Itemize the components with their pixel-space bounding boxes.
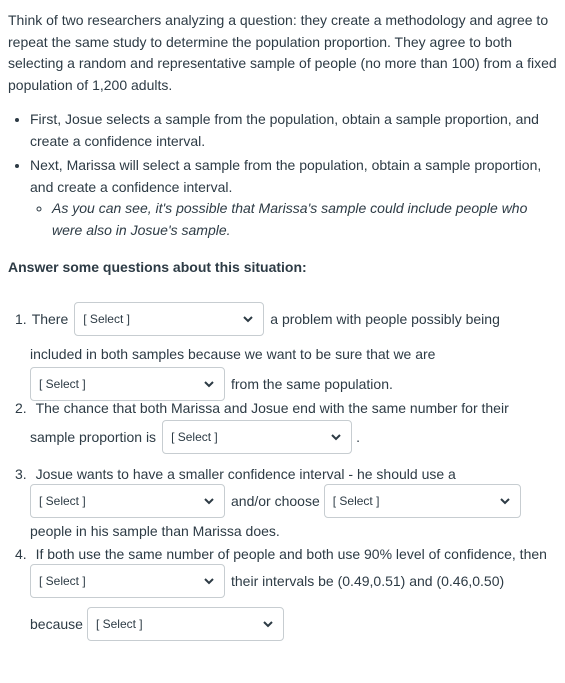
- q4-number: 4.: [15, 546, 27, 562]
- questions-heading: Answer some questions about this situation:: [8, 259, 307, 275]
- q4-select-1[interactable]: [30, 564, 225, 598]
- chevron-down-icon: [202, 494, 216, 508]
- chevron-down-icon: [261, 617, 275, 631]
- q2-post-text: .: [356, 429, 360, 445]
- q4-row3: [30, 607, 284, 641]
- chevron-down-icon: [241, 312, 255, 326]
- q4-select-2[interactable]: [87, 607, 284, 641]
- select-placeholder: [ Select ]: [39, 377, 86, 391]
- q2-row2: [30, 420, 360, 454]
- select-placeholder: [ Select ]: [83, 312, 130, 326]
- bullet-text: Next, Marissa will select a sample from the population, obtain a sample proportion, and create a confidence interval.: [30, 157, 542, 195]
- q4-row2: [30, 564, 504, 598]
- chevron-down-icon: [202, 377, 216, 391]
- q2-pre-text: sample proportion is: [30, 429, 157, 445]
- q1-number: 1.: [15, 311, 27, 327]
- chevron-down-icon: [329, 430, 343, 444]
- q1-select-1[interactable]: [74, 302, 264, 336]
- q3-select-1[interactable]: [30, 484, 225, 518]
- q3-number: 3.: [15, 466, 27, 482]
- select-placeholder: [ Select ]: [332, 494, 380, 508]
- q3-mid-text: and/or choose: [231, 493, 320, 509]
- q4-pre2-text: because: [30, 616, 83, 632]
- q3-select-2[interactable]: [324, 484, 521, 518]
- chevron-down-icon: [202, 574, 216, 588]
- question-1: [8, 302, 557, 394]
- intro-text: Think of two researchers analyzing a question: they create a methodology and agree to repeat the same study to determine the population proportion. They agree to both selecting a random and representative sample of people (no more than 100) from a fixed population of 1,200 adults.: [8, 12, 557, 93]
- q1-select-2[interactable]: [30, 367, 225, 401]
- question-2: [8, 400, 557, 456]
- q1-row3: [30, 367, 393, 401]
- chevron-down-icon: [498, 494, 512, 508]
- q1-pre-text: There: [31, 311, 69, 327]
- q3-row2: [30, 484, 521, 518]
- sub-bullet-list: [30, 198, 557, 241]
- select-placeholder: [ Select ]: [171, 430, 218, 444]
- select-placeholder: [ Select ]: [39, 574, 86, 588]
- q2-row1: [15, 400, 509, 416]
- sub-bullet-item: ◦ As you can see, it's possible that Marissa's sample could include people who were also in Josue's sample.: [52, 198, 557, 241]
- q1-row1: [15, 302, 500, 336]
- question-3: [8, 466, 557, 546]
- q4-post-text: their intervals be (0.49,0.51) and (0.46,0.50): [231, 573, 505, 589]
- q3-row1: [15, 466, 456, 482]
- q2-number: 2.: [15, 400, 27, 416]
- bullet-item: • First, Josue selects a sample from the population, obtain a sample proportion, and create a confidence interval.: [30, 109, 557, 152]
- select-placeholder: [ Select ]: [39, 494, 86, 508]
- q1-post2-text: from the same population.: [231, 376, 393, 392]
- select-placeholder: [ Select ]: [95, 617, 143, 631]
- q3-line1: Josue wants to have a smaller confidence interval - he should use a: [35, 466, 456, 482]
- q3-line3: people in his sample than Marissa does.: [30, 523, 280, 539]
- q4-row1: [15, 546, 547, 562]
- bullet-item: [30, 155, 557, 241]
- q1-post-text: a problem with people possibly being: [270, 311, 500, 327]
- q4-line1: If both use the same number of people and both use 90% level of confidence, then: [35, 546, 547, 562]
- q2-select[interactable]: [162, 420, 352, 454]
- q2-line1: The chance that both Marissa and Josue end with the same number for their: [35, 400, 509, 416]
- question-4: [8, 546, 557, 656]
- bullet-list: [8, 109, 557, 241]
- q1-line2: included in both samples because we want to be sure that we are: [30, 346, 436, 362]
